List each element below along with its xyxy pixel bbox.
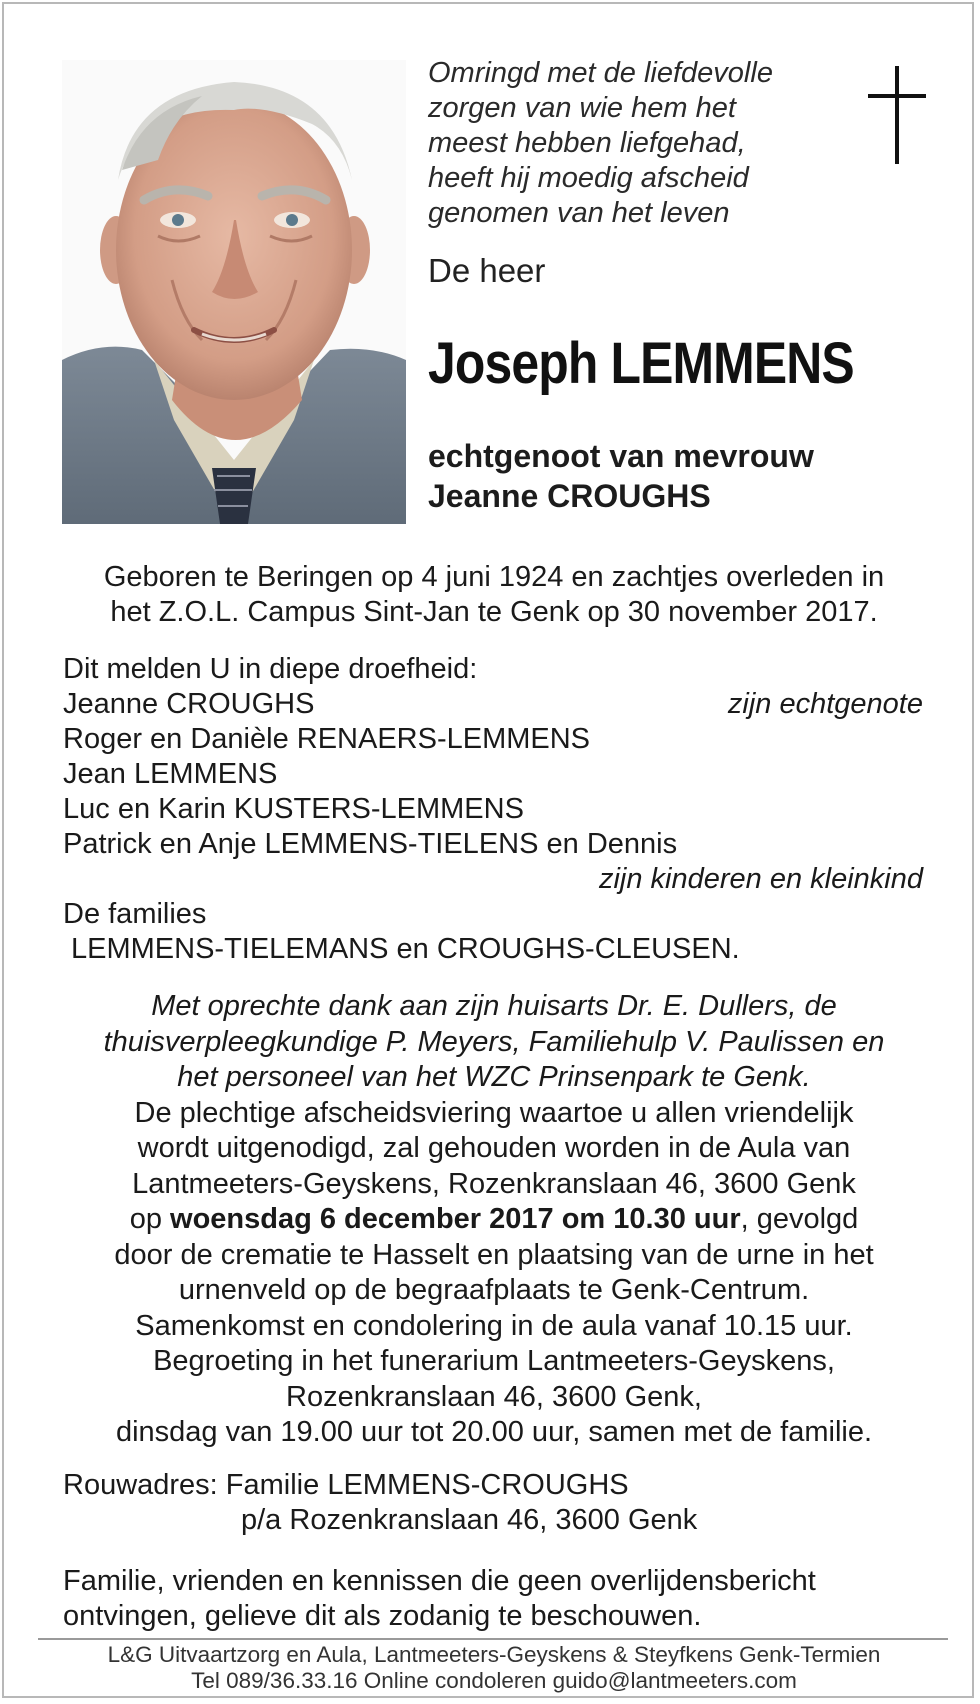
salutation: De heer — [428, 252, 546, 289]
intro-line: heeft hij moedig afscheid — [428, 162, 749, 194]
footer-line: Tel 089/36.33.16 Online condoleren guido@lantmeeters.com — [191, 1668, 797, 1693]
intro-line: Omringd met de liefdevolle — [428, 57, 773, 89]
spouse-name: Jeanne CROUGHS — [63, 688, 315, 720]
ceremony-date-line — [44, 1202, 944, 1238]
list-item: Luc en Karin KUSTERS-LEMMENS — [63, 793, 524, 825]
notice-line: ontvingen, gelieve dit als zodanig te beschouwen. — [63, 1600, 702, 1632]
footer-divider — [38, 1638, 948, 1640]
birth-line: het Z.O.L. Campus Sint-Jan te Genk op 30 november 2017. — [110, 596, 878, 628]
intro-text — [428, 56, 828, 231]
spouse-line: echtgenoot van mevrouw — [428, 438, 814, 474]
ceremony-line: De plechtige afscheidsviering waartoe u allen vriendelijk — [134, 1096, 854, 1129]
spouse-line: Jeanne CROUGHS — [428, 478, 711, 514]
birth-death-info — [44, 560, 944, 630]
deceased-name: Joseph LEMMENS — [428, 331, 854, 396]
list-item: Jean LEMMENS — [63, 758, 278, 790]
thanks-line: thuisverpleegkundige P. Meyers, Familiehulp V. Paulissen en — [103, 1025, 885, 1058]
families-header: De families — [63, 898, 207, 930]
list-item: Roger en Danièle RENAERS-LEMMENS — [63, 723, 591, 755]
ceremony-line: Samenkomst en condolering in de aula vanaf 10.15 uur. — [135, 1309, 853, 1342]
announcers-list — [63, 652, 923, 967]
children-role: zijn kinderen en kleinkind — [598, 863, 923, 895]
birth-line: Geboren te Beringen op 4 juni 1924 en zachtjes overleden in — [103, 561, 885, 593]
footer — [44, 1642, 944, 1694]
ceremony-line: dinsdag van 19.00 uur tot 20.00 uur, samen met de familie. — [115, 1416, 873, 1448]
families-names: LEMMENS-TIELEMANS en CROUGHS-CLEUSEN. — [71, 933, 740, 965]
address-line: p/a Rozenkranslaan 46, 3600 Genk — [241, 1504, 698, 1536]
ceremony-date: woensdag 6 december 2017 om 10.30 uur — [170, 1203, 741, 1235]
ceremony-line: Rozenkranslaan 46, 3600 Genk, — [286, 1380, 702, 1413]
thanks-and-ceremony — [44, 989, 944, 1451]
ceremony-line: wordt uitgenodigd, zal gehouden worden in de Aula van — [137, 1132, 851, 1164]
intro-line: zorgen van wie hem het — [428, 92, 736, 124]
mourning-address — [63, 1468, 697, 1538]
address-line: Rouwadres: Familie LEMMENS-CROUGHS — [63, 1469, 629, 1501]
spouse-info — [428, 436, 814, 516]
portrait-photo — [62, 60, 406, 524]
list-item: Patrick en Anje LEMMENS-TIELENS en Dennis — [63, 828, 678, 860]
ceremony-line: urnenveld op de begraafplaats te Genk-Centrum. — [178, 1274, 810, 1306]
obituary-card — [2, 2, 974, 1698]
date-suffix: , gevolgd — [740, 1203, 859, 1235]
intro-line: genomen van het leven — [428, 197, 730, 229]
notice-text — [63, 1564, 816, 1634]
thanks-line: Met oprechte dank aan zijn huisarts Dr. E. Dullers, de — [151, 990, 837, 1022]
thanks-line: het personeel van het WZC Prinsenpark te Genk. — [177, 1061, 811, 1093]
announcers-header: Dit melden U in diepe droefheid: — [63, 653, 478, 685]
ceremony-line: door de crematie te Hasselt en plaatsing van de urne in het — [114, 1238, 874, 1271]
list-item — [63, 687, 923, 722]
date-prefix: op — [129, 1203, 162, 1235]
notice-line: Familie, vrienden en kennissen die geen overlijdensbericht — [63, 1565, 816, 1597]
ceremony-line: Begroeting in het funerarium Lantmeeters-Geyskens, — [153, 1345, 835, 1377]
footer-line: L&G Uitvaartzorg en Aula, Lantmeeters-Geyskens & Steyfkens Genk-Termien — [107, 1642, 881, 1667]
spouse-role: zijn echtgenote — [727, 688, 923, 720]
cross-icon — [868, 66, 926, 164]
ceremony-line: Lantmeeters-Geyskens, Rozenkranslaan 46, 3600 Genk — [132, 1167, 856, 1200]
intro-line: meest hebben liefgehad, — [428, 127, 746, 159]
